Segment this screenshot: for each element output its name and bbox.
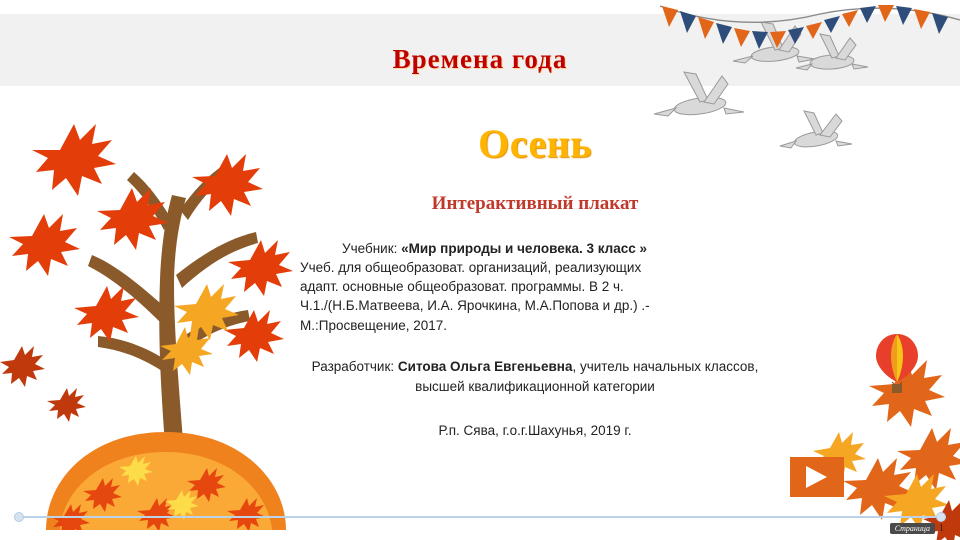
textbook-line-4: Ч.1./(Н.Б.Матвеева, И.А. Ярочкина, М.А.Попова и др.) .- (300, 298, 650, 314)
developer-name: Ситова Ольга Евгеньевна (397, 358, 573, 374)
textbook-reference (300, 239, 770, 335)
page-caption: Страница (890, 523, 935, 534)
hot-air-balloon-icon (870, 330, 924, 400)
page-title: Времена года (392, 44, 568, 74)
footer-divider (14, 516, 946, 518)
developer-label: Разработчик: (311, 358, 395, 374)
play-triangle-icon (806, 466, 827, 488)
place-and-year: Р.п. Сява, г.о.г.Шахунья, 2019 г. (438, 423, 632, 439)
page-number: 1 (939, 523, 944, 534)
footer-dot-left (14, 512, 24, 522)
textbook-line-3: адапт. основные общеобразоват. программы. В 2 ч. (300, 279, 624, 295)
developer-info (300, 357, 770, 398)
autumn-tree-illustration (0, 60, 330, 530)
developer-role: , учитель начальных классов, (572, 358, 759, 374)
next-slide-button[interactable] (790, 457, 844, 497)
autumn-leaves-right-illustration (770, 330, 960, 540)
page-indicator (890, 521, 944, 536)
poster-subtitle: Интерактивный плакат (431, 193, 639, 214)
textbook-label: Учебник: (342, 241, 398, 256)
textbook-name: «Мир природы и человека. 3 класс » (401, 241, 648, 256)
textbook-line-2: Учеб. для общеобразоват. организаций, реализующих (300, 260, 642, 276)
developer-qualification: высшей квалификационной категории (415, 379, 655, 395)
slide-content (300, 120, 770, 438)
season-heading: Осень (478, 121, 592, 166)
textbook-line-5: М.:Просвещение, 2017. (300, 317, 447, 333)
